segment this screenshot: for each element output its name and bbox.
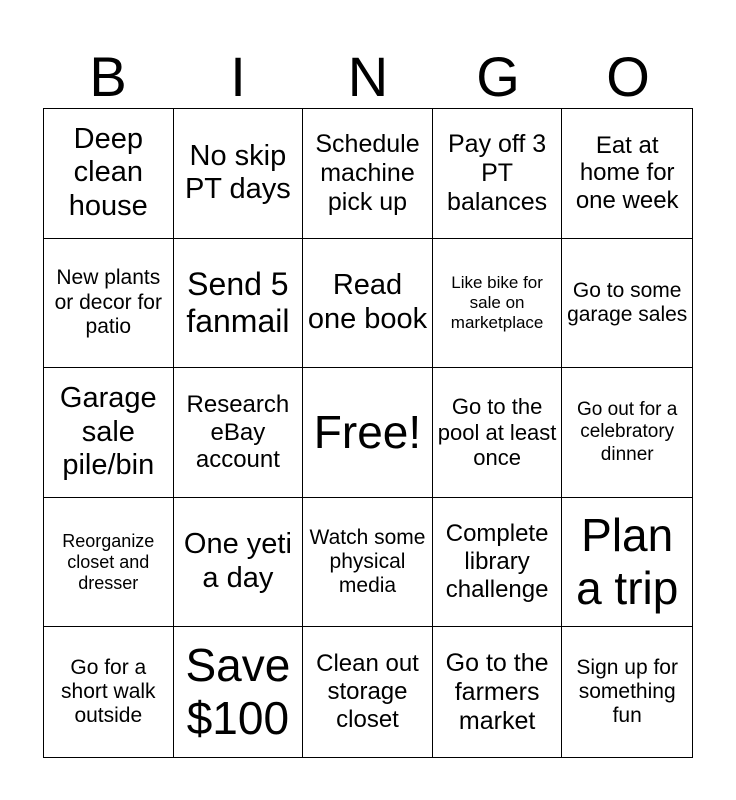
- bingo-cell[interactable]: Research eBay account: [174, 368, 304, 498]
- bingo-cell[interactable]: Go to some garage sales: [562, 239, 692, 369]
- header-letter-b: B: [89, 45, 127, 108]
- header-letter-i: I: [230, 45, 246, 108]
- header-letter-n: N: [347, 45, 389, 108]
- header-letter-g: G: [476, 45, 520, 108]
- bingo-cell[interactable]: Deep clean house: [44, 109, 174, 239]
- bingo-cell[interactable]: Clean out storage closet: [303, 627, 433, 757]
- bingo-header: [43, 46, 693, 108]
- bingo-cell[interactable]: Reorganize closet and dresser: [44, 498, 174, 628]
- bingo-cell[interactable]: Plan a trip: [562, 498, 692, 628]
- bingo-cell[interactable]: New plants or decor for patio: [44, 239, 174, 369]
- bingo-cell[interactable]: Sign up for something fun: [576, 655, 678, 728]
- bingo-cell[interactable]: Garage sale pile/bin: [44, 368, 174, 498]
- bingo-cell[interactable]: Go to the farmers market: [433, 627, 563, 757]
- bingo-cell[interactable]: Save $100: [174, 627, 304, 757]
- bingo-cell[interactable]: Eat at home for one week: [562, 109, 692, 239]
- bingo-cell[interactable]: Like bike for sale on marketplace: [433, 239, 563, 369]
- bingo-cell[interactable]: No skip PT days: [174, 109, 304, 239]
- bingo-cell[interactable]: Watch some physical media: [303, 498, 433, 628]
- bingo-cell[interactable]: One yeti a day: [174, 498, 304, 628]
- bingo-cell[interactable]: Go to the pool at least once: [433, 368, 563, 498]
- header-letter-o: O: [606, 45, 650, 108]
- bingo-grid: [43, 108, 693, 758]
- bingo-cell[interactable]: Pay off 3 PT balances: [433, 109, 563, 239]
- bingo-cell[interactable]: Complete library challenge: [433, 498, 563, 628]
- bingo-cell[interactable]: Send 5 fanmail: [174, 239, 304, 369]
- bingo-cell[interactable]: Schedule machine pick up: [303, 109, 433, 239]
- bingo-cell[interactable]: Read one book: [303, 239, 433, 369]
- bingo-cell[interactable]: Go out for a celebratory dinner: [562, 368, 692, 498]
- bingo-cell[interactable]: Go for a short walk outside: [44, 627, 174, 757]
- free-space-cell[interactable]: Free!: [303, 368, 433, 498]
